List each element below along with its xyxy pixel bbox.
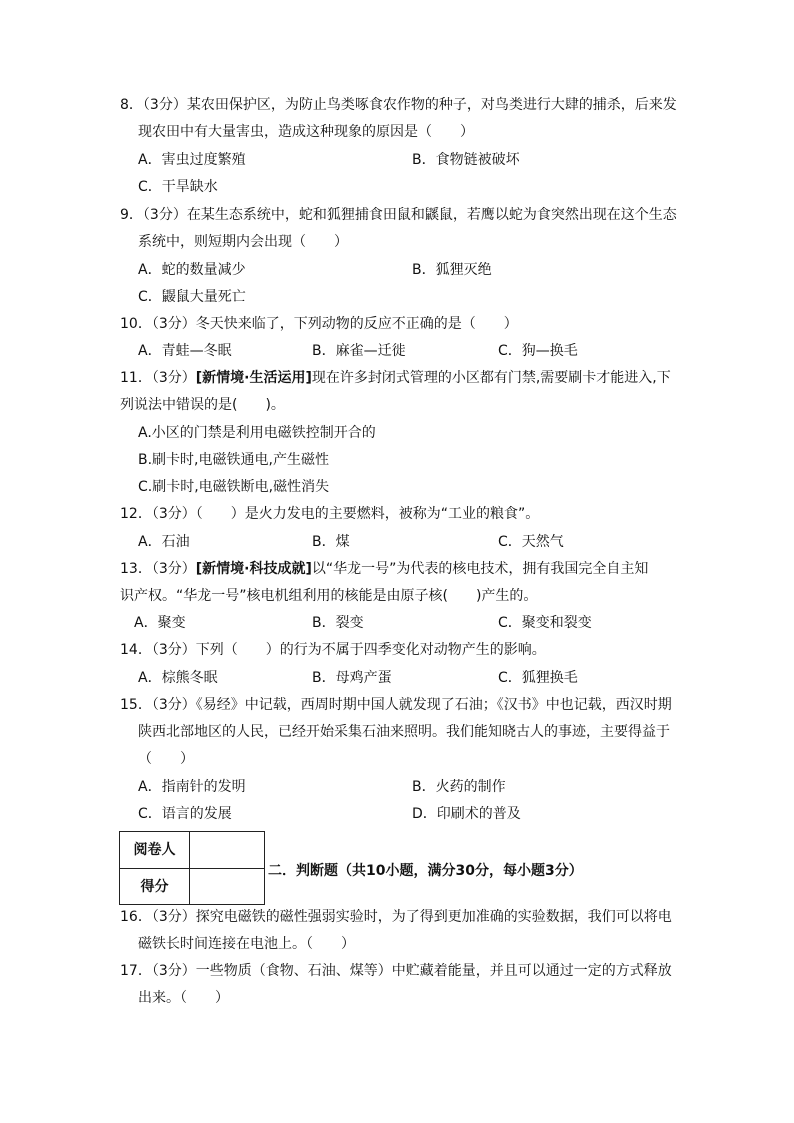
option-c: C．天然气 — [498, 534, 564, 550]
option-b: B．火药的制作 — [412, 779, 506, 795]
question-number: 13．（3分） — [120, 561, 196, 577]
question-stem-cont: 系统中，则短期内会出现（ ） — [138, 234, 348, 250]
question-stem: 9．（3分）在某生态系统中，蛇和狐狸捕食田鼠和鼷鼠，若鹰以蛇为食突然出现在这个生态 — [120, 207, 677, 223]
question-stem-cont: 现农田中有大量害虫，造成这种现象的原因是（ ） — [138, 124, 474, 140]
option-a: A.小区的门禁是利用电磁铁控制开合的 — [138, 425, 376, 441]
option-b: B.刷卡时,电磁铁通电,产生磁性 — [138, 452, 329, 468]
question-stem-cont: 列说法中错误的是( )。 — [120, 397, 285, 413]
option-b: B．母鸡产蛋 — [312, 670, 392, 686]
question-stem — [120, 560, 648, 578]
context-tag: [新情境·科技成就] — [195, 561, 312, 577]
question-stem: 12．（3分）（ ）是火力发电的主要燃料，被称为“工业的粮食”。 — [120, 506, 540, 522]
question-stem: 14．（3分）下列（ ）的行为不属于四季变化对动物产生的影响。 — [120, 642, 546, 658]
question-stem: 10．（3分）冬天快来临了，下列动物的反应不正确的是（ ） — [120, 316, 518, 332]
option-a: A．害虫过度繁殖 — [138, 152, 246, 168]
question-stem-cont: 识产权。“华龙一号”核电机组利用的核能是由原子核( )产生的。 — [120, 588, 538, 604]
option-c: C．聚变和裂变 — [498, 615, 592, 631]
question-stem — [120, 369, 671, 387]
option-a: A．聚变 — [134, 615, 186, 631]
option-b: B．裂变 — [312, 615, 364, 631]
question-stem-cont: 磁铁长时间连接在电池上。（ ） — [138, 936, 355, 952]
reviewer-label: 阅卷人 — [120, 832, 190, 869]
option-a: A．指南针的发明 — [138, 779, 246, 795]
option-a: A．青蛙—冬眠 — [138, 343, 232, 359]
option-d: D．印刷术的普及 — [412, 806, 521, 822]
option-c: C.刷卡时,电磁铁断电,磁性消失 — [138, 479, 330, 495]
question-stem-cont: 出来。（ ） — [138, 990, 229, 1006]
question-stem: 16．（3分）探究电磁铁的磁性强弱实验时，为了得到更加准确的实验数据，我们可以将电 — [120, 909, 672, 925]
question-stem: 8．（3分）某农田保护区，为防止鸟类啄食农作物的种子，对鸟类进行大肆的捕杀，后来发 — [120, 97, 677, 113]
option-c: C．语言的发展 — [138, 806, 232, 822]
option-c: C．鼹鼠大量死亡 — [138, 289, 246, 305]
question-stem-cont: （ ） — [138, 751, 194, 767]
section-title: 二．判断题（共10小题，满分30分，每小题3分） — [268, 863, 583, 879]
score-field — [190, 869, 265, 905]
option-b: B．煤 — [312, 534, 350, 550]
question-stem: 15．（3分）《易经》中记载，西周时期中国人就发现了石油；《汉书》中也记载，西汉时期 — [120, 697, 672, 713]
question-text: 以“华龙一号”为代表的核电技术，拥有我国完全自主知 — [311, 561, 649, 577]
score-label: 得分 — [120, 869, 190, 905]
option-c: C．干旱缺水 — [138, 179, 218, 195]
option-b: B．狐狸灭绝 — [412, 262, 492, 278]
option-c: C．狗—换毛 — [498, 343, 578, 359]
option-c: C．狐狸换毛 — [498, 670, 578, 686]
option-a: A．蛇的数量减少 — [138, 262, 246, 278]
question-number: 11．（3分） — [120, 370, 196, 386]
question-text: 现在许多封闭式管理的小区都有门禁,需要刷卡才能进入,下 — [311, 370, 671, 386]
option-a: A．棕熊冬眠 — [138, 670, 218, 686]
option-b: B．食物链被破坏 — [412, 152, 520, 168]
question-stem: 17．（3分）一些物质（食物、石油、煤等）中贮藏着能量，并且可以通过一定的方式释放 — [120, 963, 672, 979]
option-b: B．麻雀—迁徙 — [312, 343, 406, 359]
question-stem-cont: 陕西北部地区的人民，已经开始采集石油来照明。我们能知晓古人的事迹，主要得益于 — [138, 724, 670, 740]
context-tag: [新情境·生活运用] — [195, 370, 312, 386]
reviewer-field — [190, 832, 265, 869]
option-a: A．石油 — [138, 534, 190, 550]
score-table — [119, 831, 265, 905]
